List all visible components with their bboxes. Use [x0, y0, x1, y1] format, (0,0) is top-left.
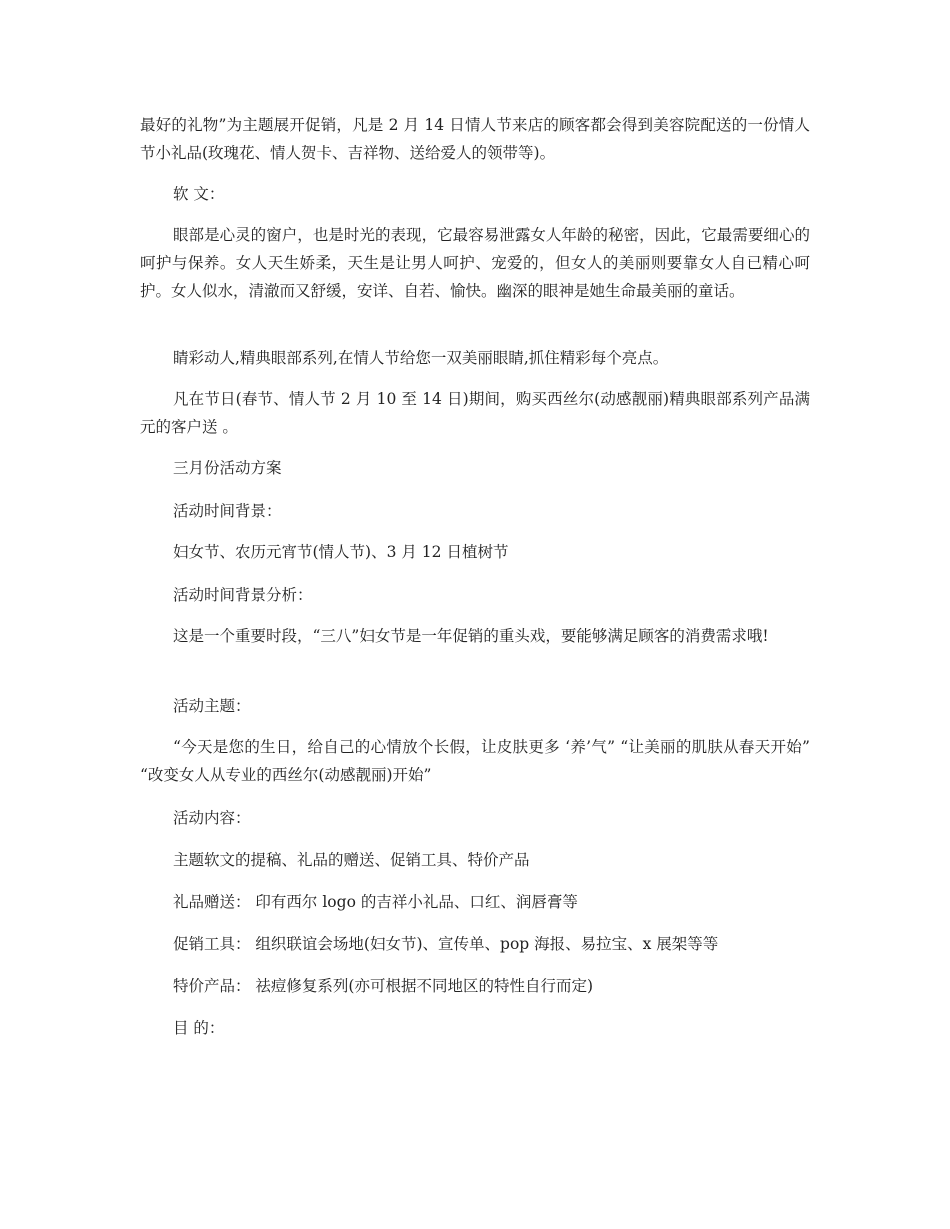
heading-march-plan: 三月份活动方案 — [173, 459, 282, 477]
paragraph-content-items: 主题软文的提稿、礼品的赠送、促销工具、特价产品 — [173, 851, 530, 869]
paragraph-womens-day-analysis: 这是一个重要时段，“三八”妇女节是一年促销的重头戏，要能够满足顾客的消费需求哦! — [173, 627, 769, 645]
heading-soft-article: 软 文： — [173, 185, 225, 203]
paragraph-gift-giving: 礼品赠送： 印有西尔 logo 的吉祥小礼品、口红、润唇膏等 — [173, 893, 578, 911]
paragraph-promo-tools: 促销工具： 组织联谊会场地(妇女节)、宣传单、pop 海报、易拉宝、x 展架等等 — [173, 935, 719, 953]
paragraph-eye-series-slogan: 睛彩动人,精典眼部系列,在情人节给您一双美丽眼睛,抓住精彩每个亮点。 — [173, 349, 669, 367]
paragraph-special-products: 特价产品： 祛痘修复系列(亦可根据不同地区的特性自行而定) — [173, 977, 594, 995]
paragraph-eye-care: 眼部是心灵的窗户，也是时光的表现，它最容易泄露女人年龄的秘密，因此，它最需要细心的呵护与保养。女人天生娇柔，天生是让男人呵护、宠爱的，但女人的美丽则要靠女人自已精心呵护。女人似水，清澈而又舒缓，安详、自若、愉快。幽深的眼神是她生命最美丽的童话。 — [140, 226, 810, 300]
paragraph-holiday-offer: 凡在节日(春节、情人节 2 月 10 至 14 日)期间，购买西丝尔(动感靓丽)精典眼部系列产品满 元的客户送 。 — [140, 390, 810, 436]
heading-activity-content: 活动内容： — [173, 809, 251, 827]
heading-time-analysis: 活动时间背景分析： — [173, 586, 313, 604]
heading-purpose: 目 的： — [173, 1019, 225, 1037]
heading-activity-time-background: 活动时间背景： — [173, 502, 282, 520]
heading-activity-theme: 活动主题： — [173, 697, 251, 715]
paragraph-valentine-promo: 最好的礼物”为主题展开促销，凡是 2 月 14 日情人节来店的顾客都会得到美容院配送的一份情人节小礼品(玫瑰花、情人贺卡、吉祥物、送给爱人的领带等)。 — [140, 116, 810, 162]
paragraph-theme-slogans: “今天是您的生日，给自己的心情放个长假，让皮肤更多 ‘养’气” “让美丽的肌肤从春天开始” “改变女人从专业的西丝尔(动感靓丽)开始” — [140, 738, 810, 784]
paragraph-holidays: 妇女节、农历元宵节(情人节)、3 月 12 日植树节 — [173, 543, 509, 561]
